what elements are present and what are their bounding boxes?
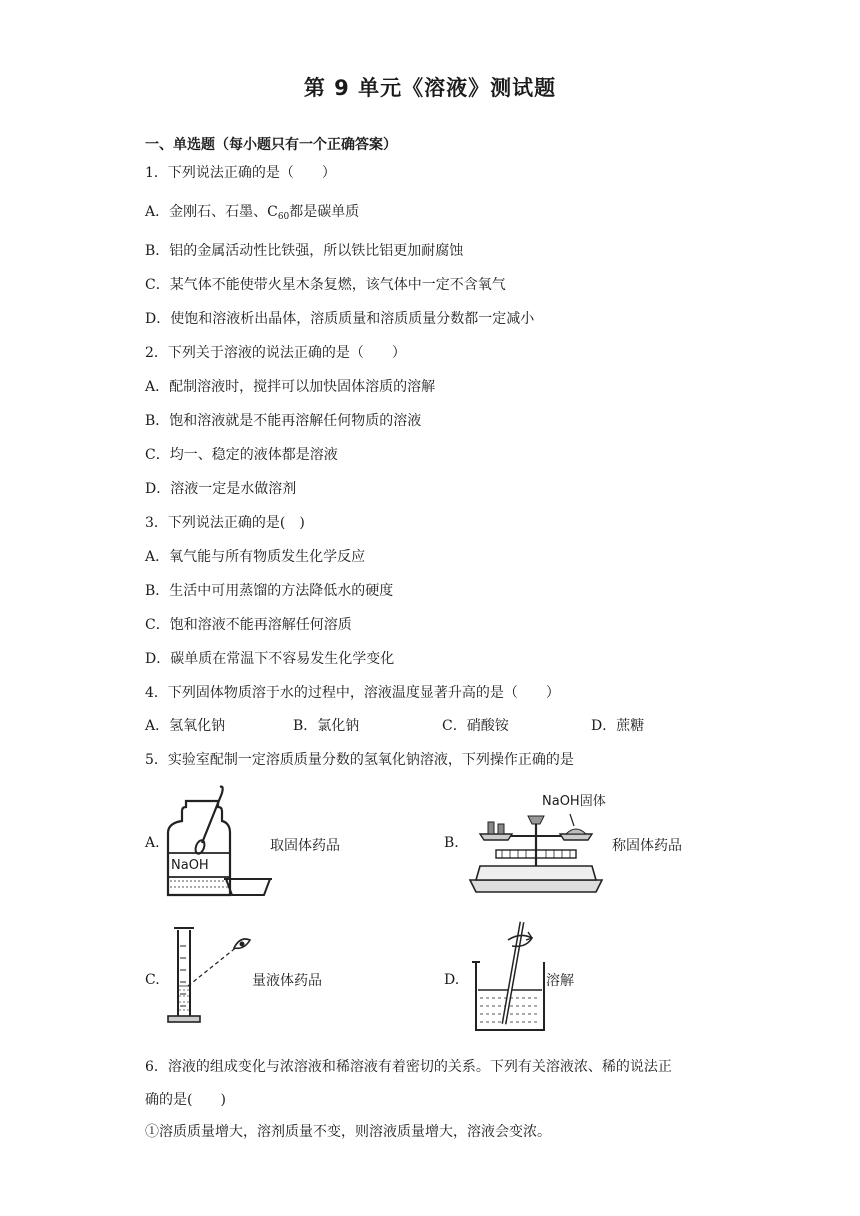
q5-option-c-caption: 量液体药品: [252, 973, 322, 989]
q5-option-a-letter: A.: [145, 835, 160, 851]
q5-stem: 5．实验室配制一定溶质质量分数的氢氧化钠溶液，下列操作正确的是: [145, 752, 574, 768]
q3-option-b: B．生活中可用蒸馏的方法降低水的硬度: [145, 583, 394, 599]
q5-option-a-caption: 取固体药品: [270, 838, 340, 854]
q1-stem: 1．下列说法正确的是（ ）: [145, 165, 336, 181]
q3-stem: 3．下列说法正确的是( ): [145, 515, 305, 531]
q5-option-c-figure: [160, 926, 260, 1030]
section-heading: 一、单选题（每小题只有一个正确答案）: [145, 137, 397, 153]
q5-option-b-figure: [466, 806, 606, 894]
q5-option-d-figure: [470, 918, 550, 1034]
q1-option-b: B．铝的金属活动性比铁强，所以铁比铝更加耐腐蚀: [145, 243, 464, 259]
q4-option-d: D．蔗糖: [591, 718, 645, 734]
q5-option-d-caption: 溶解: [546, 973, 574, 989]
q4-option-a: A．氢氧化钠: [145, 718, 226, 734]
q5-option-c-letter: C.: [145, 972, 160, 988]
q5-option-a-bottle-label: NaOH: [171, 858, 209, 873]
q5-option-a-figure: [160, 783, 280, 901]
q6-stem-line-1: 6．溶液的组成变化与浓溶液和稀溶液有着密切的关系。下列有关溶液浓、稀的说法正: [145, 1059, 672, 1075]
q5-option-d-letter: D.: [444, 972, 460, 988]
q2-option-a: A．配制溶液时，搅拌可以加快固体溶质的溶解: [145, 379, 436, 395]
q5-option-b-caption: 称固体药品: [612, 838, 682, 854]
q1-option-a-text: A．金刚石、石墨、C: [145, 204, 278, 220]
q3-option-a: A．氧气能与所有物质发生化学反应: [145, 549, 366, 565]
q2-stem: 2．下列关于溶液的说法正确的是（ ）: [145, 345, 406, 361]
q2-option-b: B．饱和溶液就是不能再溶解任何物质的溶液: [145, 413, 422, 429]
q4-option-c: C．硝酸铵: [442, 718, 509, 734]
q1-option-d: D．使饱和溶液析出晶体，溶质质量和溶质质量分数都一定减小: [145, 311, 535, 327]
q4-stem: 4．下列固体物质溶于水的过程中，溶液温度显著升高的是（ ）: [145, 685, 560, 701]
q5-option-b-balance-label: NaOH固体: [542, 794, 606, 809]
q1-option-c: C．某气体不能使带火星木条复燃，该气体中一定不含氧气: [145, 277, 506, 293]
q1-option-a-subscript: 60: [277, 212, 290, 222]
q2-option-d: D．溶液一定是水做溶剂: [145, 481, 297, 497]
q3-option-d: D．碳单质在常温下不容易发生化学变化: [145, 651, 395, 667]
page-title: 第 9 单元《溶液》测试题: [303, 76, 557, 100]
q6-statement-1: ①溶质质量增大，溶剂质量不变，则溶液质量增大，溶液会变浓。: [145, 1124, 551, 1140]
q1-option-a-text-end: 都是碳单质: [289, 204, 360, 220]
q1-option-a: [145, 203, 359, 226]
q4-options: [145, 717, 705, 735]
q4-option-b: B．氯化钠: [293, 718, 360, 734]
q2-option-c: C．均一、稳定的液体都是溶液: [145, 447, 338, 463]
q6-stem-line-2: 确的是( ): [145, 1092, 226, 1108]
q3-option-c: C．饱和溶液不能再溶解任何溶质: [145, 617, 352, 633]
q5-option-b-letter: B.: [444, 835, 459, 851]
